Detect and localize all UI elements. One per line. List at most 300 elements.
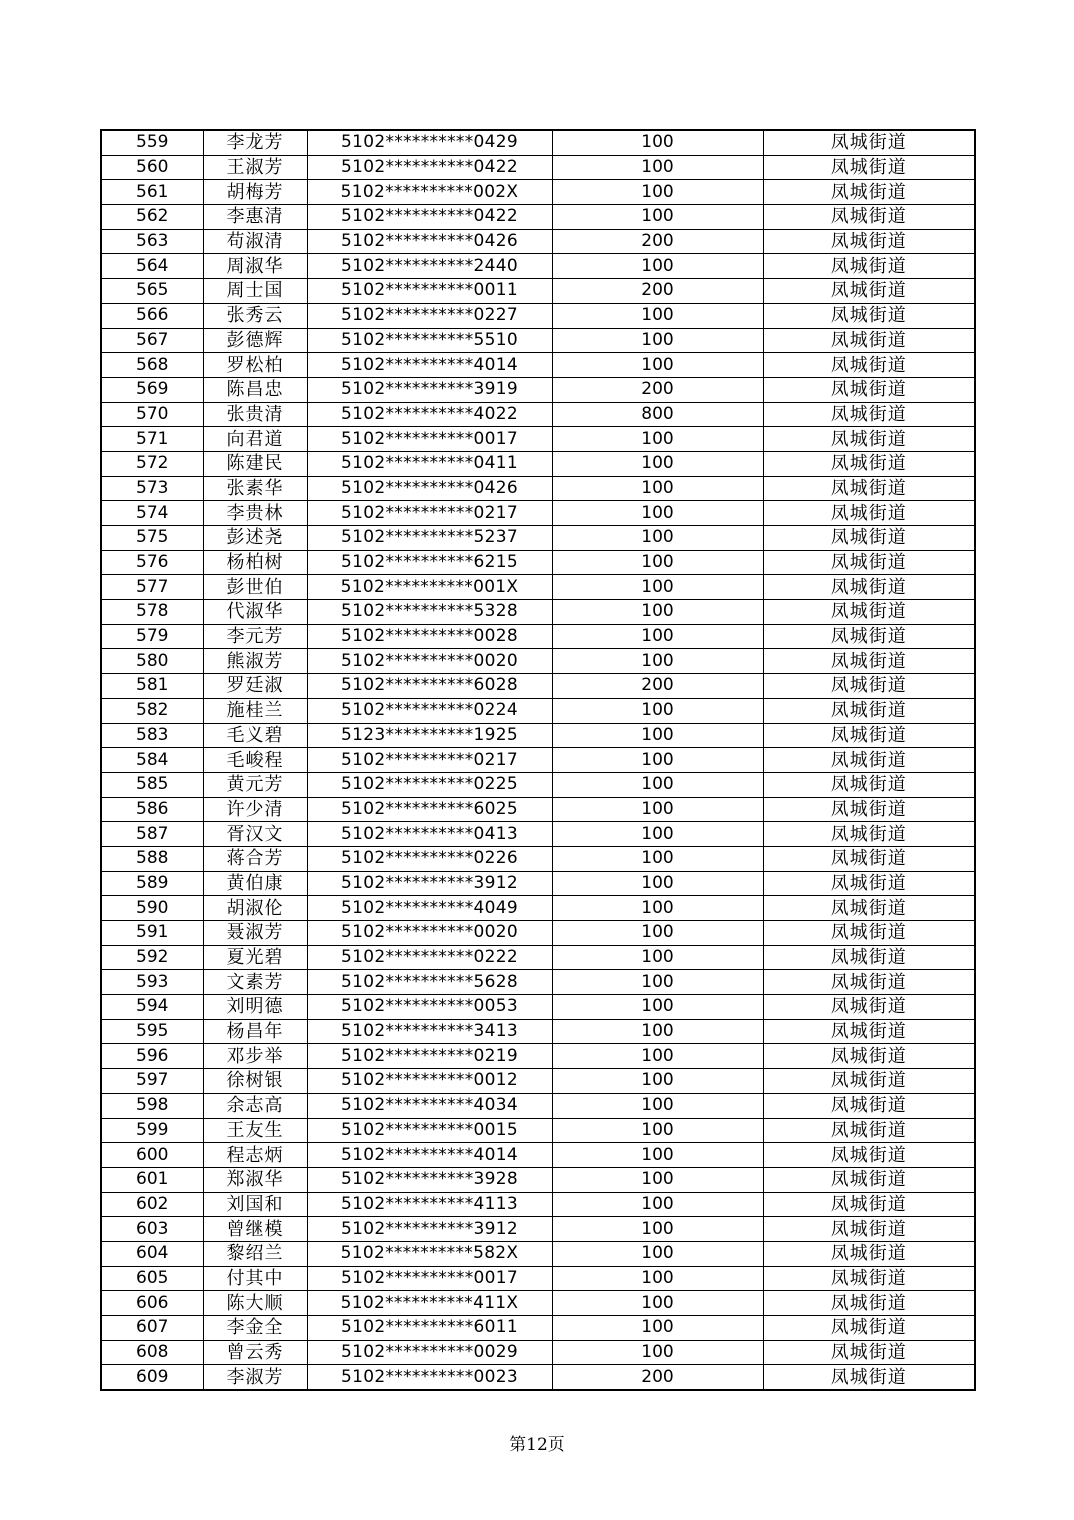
id-number-cell: 5102**********0023 [307,1365,552,1390]
row-number-cell: 576 [101,550,203,575]
street-cell: 凤城街道 [763,674,975,699]
row-number-cell: 561 [101,180,203,205]
amount-cell: 100 [552,1167,763,1192]
name-cell: 陈建民 [203,451,307,476]
amount-cell: 100 [552,698,763,723]
row-number-cell: 588 [101,846,203,871]
id-number-cell: 5102**********0011 [307,279,552,304]
name-cell: 余志高 [203,1093,307,1118]
street-cell: 凤城街道 [763,1167,975,1192]
amount-cell: 100 [552,1316,763,1341]
id-number-cell: 5102**********0015 [307,1118,552,1143]
table-row [101,451,975,476]
table-row [101,254,975,279]
id-number-cell: 5102**********002X [307,180,552,205]
table-row [101,797,975,822]
table-row [101,1365,975,1390]
id-number-cell: 5102**********582X [307,1241,552,1266]
amount-cell: 800 [552,402,763,427]
id-number-cell: 5102**********0222 [307,945,552,970]
row-number-cell: 595 [101,1019,203,1044]
id-number-cell: 5102**********0020 [307,649,552,674]
id-number-cell: 5102**********6011 [307,1316,552,1341]
amount-cell: 100 [552,130,763,155]
table-row [101,377,975,402]
table-row [101,649,975,674]
amount-cell: 100 [552,772,763,797]
table-row [101,303,975,328]
street-cell: 凤城街道 [763,402,975,427]
amount-cell: 100 [552,1340,763,1365]
row-number-cell: 577 [101,575,203,600]
row-number-cell: 581 [101,674,203,699]
amount-cell: 100 [552,1019,763,1044]
name-cell: 夏光碧 [203,945,307,970]
roster-table-body [101,130,975,1390]
street-cell: 凤城街道 [763,1340,975,1365]
row-number-cell: 605 [101,1266,203,1291]
street-cell: 凤城街道 [763,451,975,476]
id-number-cell: 5102**********3413 [307,1019,552,1044]
amount-cell: 100 [552,748,763,773]
name-cell: 王淑芳 [203,155,307,180]
amount-cell: 100 [552,600,763,625]
amount-cell: 100 [552,1192,763,1217]
id-number-cell: 5102**********0422 [307,205,552,230]
amount-cell: 100 [552,1241,763,1266]
id-number-cell: 5102**********0028 [307,624,552,649]
name-cell: 李淑芳 [203,1365,307,1390]
id-number-cell: 5102**********6025 [307,797,552,822]
row-number-cell: 590 [101,896,203,921]
name-cell: 彭德辉 [203,328,307,353]
row-number-cell: 585 [101,772,203,797]
street-cell: 凤城街道 [763,748,975,773]
name-cell: 张贵清 [203,402,307,427]
row-number-cell: 609 [101,1365,203,1390]
table-row [101,1217,975,1242]
row-number-cell: 586 [101,797,203,822]
id-number-cell: 5102**********3919 [307,377,552,402]
id-number-cell: 5102**********0020 [307,921,552,946]
row-number-cell: 600 [101,1143,203,1168]
row-number-cell: 569 [101,377,203,402]
street-cell: 凤城街道 [763,896,975,921]
table-row [101,674,975,699]
table-row [101,1093,975,1118]
table-row [101,229,975,254]
table-row [101,205,975,230]
amount-cell: 100 [552,526,763,551]
street-cell: 凤城街道 [763,205,975,230]
amount-cell: 100 [552,797,763,822]
id-number-cell: 5102**********0219 [307,1044,552,1069]
street-cell: 凤城街道 [763,1044,975,1069]
row-number-cell: 559 [101,130,203,155]
row-number-cell: 599 [101,1118,203,1143]
table-row [101,476,975,501]
name-cell: 周士国 [203,279,307,304]
row-number-cell: 565 [101,279,203,304]
row-number-cell: 574 [101,501,203,526]
name-cell: 程志炳 [203,1143,307,1168]
amount-cell: 100 [552,649,763,674]
id-number-cell: 5102**********0429 [307,130,552,155]
name-cell: 刘国和 [203,1192,307,1217]
id-number-cell: 5102**********0224 [307,698,552,723]
id-number-cell: 5102**********0053 [307,995,552,1020]
name-cell: 毛峻程 [203,748,307,773]
table-row [101,130,975,155]
name-cell: 彭世伯 [203,575,307,600]
row-number-cell: 566 [101,303,203,328]
row-number-cell: 589 [101,871,203,896]
name-cell: 罗松柏 [203,353,307,378]
row-number-cell: 604 [101,1241,203,1266]
name-cell: 陈大顺 [203,1291,307,1316]
amount-cell: 100 [552,822,763,847]
street-cell: 凤城街道 [763,846,975,871]
amount-cell: 100 [552,1069,763,1094]
amount-cell: 100 [552,896,763,921]
street-cell: 凤城街道 [763,1069,975,1094]
table-row [101,279,975,304]
street-cell: 凤城街道 [763,723,975,748]
street-cell: 凤城街道 [763,772,975,797]
name-cell: 李龙芳 [203,130,307,155]
row-number-cell: 564 [101,254,203,279]
name-cell: 向君道 [203,427,307,452]
amount-cell: 100 [552,921,763,946]
row-number-cell: 578 [101,600,203,625]
row-number-cell: 587 [101,822,203,847]
table-row [101,748,975,773]
amount-cell: 100 [552,1291,763,1316]
street-cell: 凤城街道 [763,871,975,896]
id-number-cell: 5102**********0029 [307,1340,552,1365]
name-cell: 胥汉文 [203,822,307,847]
amount-cell: 200 [552,674,763,699]
name-cell: 彭述尧 [203,526,307,551]
amount-cell: 100 [552,180,763,205]
street-cell: 凤城街道 [763,1291,975,1316]
id-number-cell: 5102**********0422 [307,155,552,180]
name-cell: 曾继模 [203,1217,307,1242]
street-cell: 凤城街道 [763,377,975,402]
id-number-cell: 5102**********0413 [307,822,552,847]
id-number-cell: 5102**********0411 [307,451,552,476]
amount-cell: 100 [552,1217,763,1242]
street-cell: 凤城街道 [763,550,975,575]
amount-cell: 200 [552,377,763,402]
id-number-cell: 5102**********4034 [307,1093,552,1118]
table-row [101,427,975,452]
id-number-cell: 5102**********3928 [307,1167,552,1192]
name-cell: 熊淑芳 [203,649,307,674]
street-cell: 凤城街道 [763,600,975,625]
name-cell: 文素芳 [203,970,307,995]
row-number-cell: 601 [101,1167,203,1192]
table-row [101,1192,975,1217]
amount-cell: 100 [552,501,763,526]
amount-cell: 100 [552,575,763,600]
name-cell: 罗廷淑 [203,674,307,699]
name-cell: 邓步举 [203,1044,307,1069]
amount-cell: 100 [552,205,763,230]
table-row [101,180,975,205]
table-row [101,1291,975,1316]
id-number-cell: 5102**********3912 [307,871,552,896]
name-cell: 付其中 [203,1266,307,1291]
name-cell: 张素华 [203,476,307,501]
street-cell: 凤城街道 [763,476,975,501]
row-number-cell: 580 [101,649,203,674]
row-number-cell: 563 [101,229,203,254]
row-number-cell: 608 [101,1340,203,1365]
table-row [101,600,975,625]
amount-cell: 100 [552,945,763,970]
id-number-cell: 5102**********6028 [307,674,552,699]
amount-cell: 100 [552,846,763,871]
street-cell: 凤城街道 [763,822,975,847]
id-number-cell: 5102**********4113 [307,1192,552,1217]
name-cell: 毛义碧 [203,723,307,748]
amount-cell: 200 [552,279,763,304]
street-cell: 凤城街道 [763,1093,975,1118]
name-cell: 黄元芳 [203,772,307,797]
amount-cell: 100 [552,1044,763,1069]
name-cell: 刘明德 [203,995,307,1020]
id-number-cell: 5102**********0017 [307,1266,552,1291]
row-number-cell: 606 [101,1291,203,1316]
street-cell: 凤城街道 [763,501,975,526]
table-row [101,501,975,526]
id-number-cell: 5102**********0426 [307,229,552,254]
street-cell: 凤城街道 [763,1241,975,1266]
id-number-cell: 5102**********0227 [307,303,552,328]
page-number: 第12页 [509,1435,565,1455]
amount-cell: 100 [552,1118,763,1143]
id-number-cell: 5102**********0226 [307,846,552,871]
amount-cell: 100 [552,723,763,748]
amount-cell: 100 [552,995,763,1020]
id-number-cell: 5102**********5237 [307,526,552,551]
table-row [101,1044,975,1069]
table-row [101,896,975,921]
street-cell: 凤城街道 [763,1118,975,1143]
street-cell: 凤城街道 [763,1192,975,1217]
name-cell: 陈昌忠 [203,377,307,402]
row-number-cell: 593 [101,970,203,995]
id-number-cell: 5102**********4014 [307,353,552,378]
table-row [101,353,975,378]
name-cell: 代淑华 [203,600,307,625]
table-row [101,772,975,797]
amount-cell: 100 [552,624,763,649]
name-cell: 施桂兰 [203,698,307,723]
row-number-cell: 597 [101,1069,203,1094]
row-number-cell: 582 [101,698,203,723]
street-cell: 凤城街道 [763,624,975,649]
street-cell: 凤城街道 [763,254,975,279]
amount-cell: 100 [552,1266,763,1291]
row-number-cell: 598 [101,1093,203,1118]
id-number-cell: 5102**********0225 [307,772,552,797]
amount-cell: 100 [552,476,763,501]
row-number-cell: 570 [101,402,203,427]
table-row [101,970,975,995]
street-cell: 凤城街道 [763,1266,975,1291]
id-number-cell: 5102**********5628 [307,970,552,995]
row-number-cell: 571 [101,427,203,452]
row-number-cell: 583 [101,723,203,748]
name-cell: 李元芳 [203,624,307,649]
name-cell: 胡梅芳 [203,180,307,205]
amount-cell: 100 [552,155,763,180]
name-cell: 聂淑芳 [203,921,307,946]
table-row [101,1019,975,1044]
id-number-cell: 5102**********411X [307,1291,552,1316]
table-row [101,550,975,575]
roster-table [100,129,976,1391]
amount-cell: 100 [552,353,763,378]
table-row [101,1340,975,1365]
row-number-cell: 568 [101,353,203,378]
amount-cell: 100 [552,451,763,476]
table-row [101,402,975,427]
id-number-cell: 5102**********6215 [307,550,552,575]
table-row [101,846,975,871]
row-number-cell: 562 [101,205,203,230]
table-row [101,1143,975,1168]
row-number-cell: 560 [101,155,203,180]
street-cell: 凤城街道 [763,229,975,254]
name-cell: 曾云秀 [203,1340,307,1365]
street-cell: 凤城街道 [763,649,975,674]
street-cell: 凤城街道 [763,526,975,551]
amount-cell: 100 [552,871,763,896]
table-row [101,995,975,1020]
table-row [101,871,975,896]
table-row [101,723,975,748]
id-number-cell: 5102**********3912 [307,1217,552,1242]
table-row [101,698,975,723]
street-cell: 凤城街道 [763,279,975,304]
amount-cell: 100 [552,1143,763,1168]
street-cell: 凤城街道 [763,1019,975,1044]
id-number-cell: 5123**********1925 [307,723,552,748]
street-cell: 凤城街道 [763,1217,975,1242]
table-row [101,822,975,847]
name-cell: 黎绍兰 [203,1241,307,1266]
id-number-cell: 5102**********4022 [307,402,552,427]
row-number-cell: 602 [101,1192,203,1217]
amount-cell: 100 [552,550,763,575]
id-number-cell: 5102**********0217 [307,748,552,773]
amount-cell: 100 [552,254,763,279]
table-row [101,1241,975,1266]
street-cell: 凤城街道 [763,180,975,205]
id-number-cell: 5102**********0017 [307,427,552,452]
id-number-cell: 5102**********0012 [307,1069,552,1094]
id-number-cell: 5102**********5510 [307,328,552,353]
table-row [101,945,975,970]
id-number-cell: 5102**********0426 [307,476,552,501]
street-cell: 凤城街道 [763,1143,975,1168]
street-cell: 凤城街道 [763,155,975,180]
amount-cell: 200 [552,1365,763,1390]
id-number-cell: 5102**********4014 [307,1143,552,1168]
row-number-cell: 567 [101,328,203,353]
name-cell: 杨昌年 [203,1019,307,1044]
street-cell: 凤城街道 [763,130,975,155]
row-number-cell: 572 [101,451,203,476]
table-row [101,1069,975,1094]
street-cell: 凤城街道 [763,797,975,822]
amount-cell: 100 [552,328,763,353]
table-row [101,1167,975,1192]
street-cell: 凤城街道 [763,921,975,946]
amount-cell: 100 [552,303,763,328]
amount-cell: 100 [552,1093,763,1118]
table-row [101,1316,975,1341]
row-number-cell: 592 [101,945,203,970]
name-cell: 李金全 [203,1316,307,1341]
name-cell: 郑淑华 [203,1167,307,1192]
row-number-cell: 573 [101,476,203,501]
name-cell: 黄伯康 [203,871,307,896]
id-number-cell: 5102**********5328 [307,600,552,625]
row-number-cell: 591 [101,921,203,946]
street-cell: 凤城街道 [763,427,975,452]
id-number-cell: 5102**********4049 [307,896,552,921]
name-cell: 李惠清 [203,205,307,230]
row-number-cell: 603 [101,1217,203,1242]
name-cell: 苟淑清 [203,229,307,254]
name-cell: 许少清 [203,797,307,822]
street-cell: 凤城街道 [763,575,975,600]
street-cell: 凤城街道 [763,303,975,328]
amount-cell: 200 [552,229,763,254]
amount-cell: 100 [552,427,763,452]
id-number-cell: 5102**********0217 [307,501,552,526]
street-cell: 凤城街道 [763,945,975,970]
table-row [101,155,975,180]
id-number-cell: 5102**********001X [307,575,552,600]
street-cell: 凤城街道 [763,353,975,378]
name-cell: 胡淑伦 [203,896,307,921]
table-row [101,328,975,353]
table-row [101,575,975,600]
street-cell: 凤城街道 [763,1316,975,1341]
name-cell: 李贵林 [203,501,307,526]
row-number-cell: 575 [101,526,203,551]
street-cell: 凤城街道 [763,970,975,995]
table-row [101,1266,975,1291]
street-cell: 凤城街道 [763,698,975,723]
id-number-cell: 5102**********2440 [307,254,552,279]
table-row [101,1118,975,1143]
amount-cell: 100 [552,970,763,995]
name-cell: 杨柏树 [203,550,307,575]
street-cell: 凤城街道 [763,1365,975,1390]
table-row [101,526,975,551]
name-cell: 徐树银 [203,1069,307,1094]
name-cell: 张秀云 [203,303,307,328]
name-cell: 周淑华 [203,254,307,279]
row-number-cell: 607 [101,1316,203,1341]
row-number-cell: 596 [101,1044,203,1069]
